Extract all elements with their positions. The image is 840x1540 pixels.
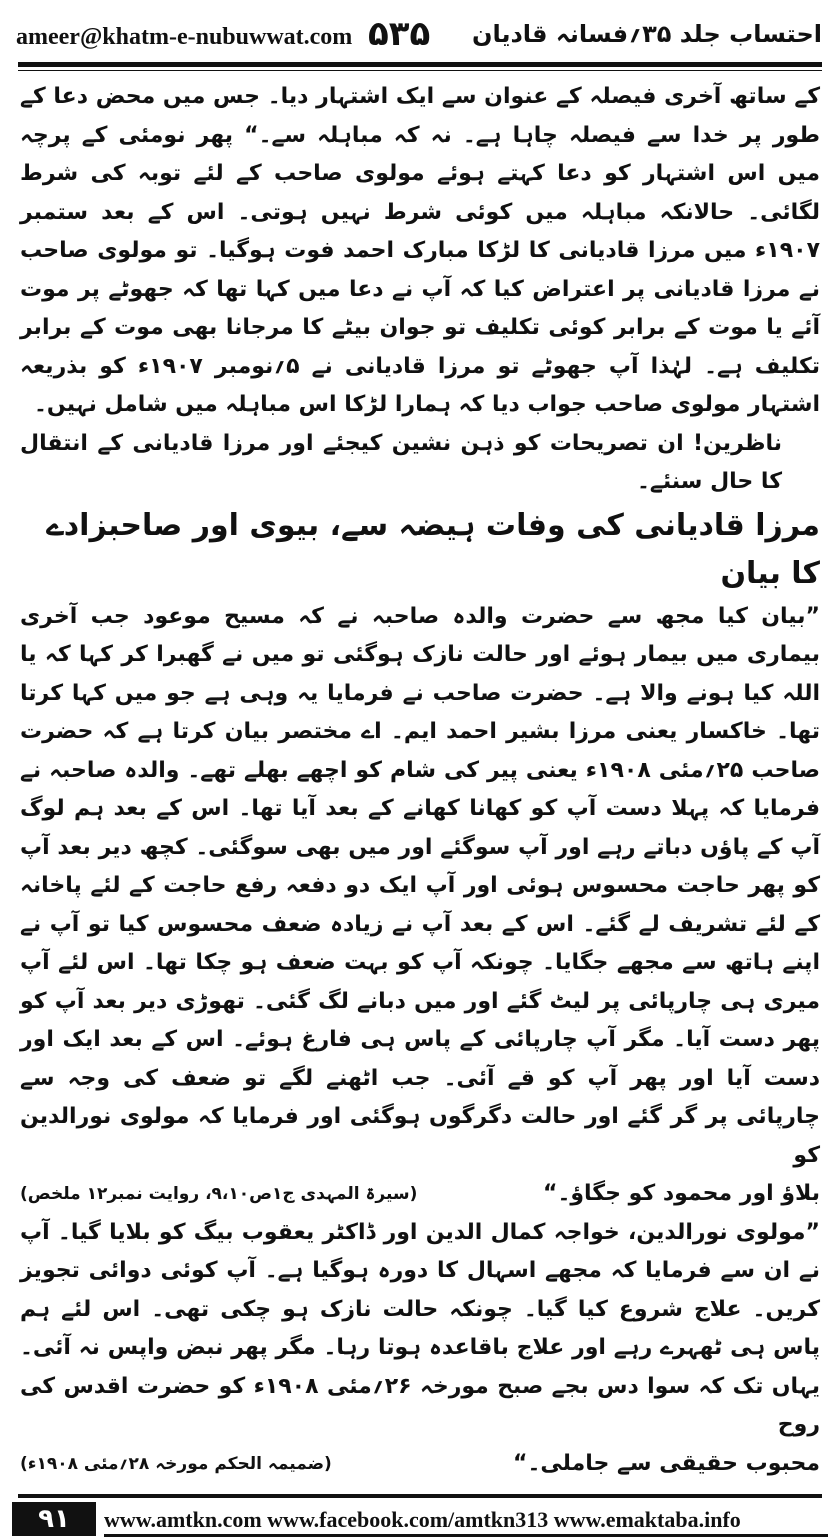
header-page-number: ۵۳۵: [368, 14, 431, 54]
page-footer: [0, 1494, 840, 1540]
paragraph-2: ناظرین! ان تصریحات کو ذہن نشین کیجئے اور مرزا قادیانی کے انتقال کا حال سنئے۔: [20, 430, 782, 494]
quote-2-end: محبوب حقیقی سے جاملی۔“: [513, 1450, 820, 1476]
footer-links: www.amtkn.com www.facebook.com/amtkn313 www.emaktaba.info: [104, 1506, 828, 1537]
header-rule-thin: [18, 70, 822, 71]
header-rule-thick: [18, 62, 822, 67]
quote-2: ”مولوی نورالدین، خواجہ کمال الدین اور ڈاکٹر یعقوب بیگ کو بلایا گیا۔ آپ نے ان سے فرمایا کہ مجھے اسہال کا دورہ ہوگیا ہے۔ آپ کوئی دوائی تجویز کریں۔ علاج شروع کیا گیا۔ چونکہ حالت نازک ہو چکی تھی۔ اس لئے ہم پاس ہی ٹھہرے رہے اور علاج باقاعدہ ہوتا رہا۔ مگر پھر نبض واپس نہ آئی۔ یہاں تک کہ سوا دس بجے صبح مورخہ ۲۶؍مئی ۱۹۰۸ء کو حضرت اقدس کی روح: [20, 1219, 820, 1437]
section-heading: مرزا قادیانی کی وفات ہیضہ سے، بیوی اور صاحبزادے کا بیان: [46, 507, 820, 591]
citation-2: (ضمیمہ الحکم مورخہ ۲۸؍مئی ۱۹۰۸ء): [20, 1453, 332, 1474]
footer-page-number: ۹۱: [12, 1502, 96, 1536]
footer-rule: [18, 1494, 822, 1498]
quote-2-end-line: [20, 1445, 820, 1484]
page-header: [0, 0, 840, 72]
header-book-title: احتساب جلد ۳۵؍فسانہ قادیان: [471, 20, 822, 48]
paragraph-1: کے ساتھ آخری فیصلہ کے عنوان سے ایک اشتہار دیا۔ جس میں محض دعا کے طور پر خدا سے فیصلہ چاہا ہے۔ نہ کہ مباہلہ سے۔“ پھر نومئی کے پرچہ میں اس اشتہار کو دعا کہتے ہوئے مولوی صاحب کے لئے توبہ کی شرط لگائی۔ حالانکہ مباہلہ میں کوئی شرط نہیں ہوتی۔ اس کے بعد ستمبر ۱۹۰۷ء میں مرزا قادیانی کا لڑکا مبارک احمد فوت ہوگیا۔ تو مولوی صاحب نے مرزا قادیانی پر اعتراض کیا کہ آپ نے دعا میں کہا تھا کہ جھوٹے پر موت آئے یا موت کے برابر کوئی تکلیف تو جوان بیٹے کا مرجانا بھی موت کے برابر تکلیف ہے۔ لہٰذا آپ جھوٹے تو مرزا قادیانی نے ۵؍نومبر ۱۹۰۷ء کو بذریعہ اشتہار مولوی صاحب جواب دیا کہ ہمارا لڑکا اس مباہلہ میں شامل نہیں۔: [20, 84, 820, 417]
header-email: ameer@khatm-e-nubuwwat.com: [16, 24, 353, 50]
quote-1-end-line: [20, 1175, 820, 1214]
quote-1-end: بلاؤ اور محمود کو جگاؤ۔“: [543, 1181, 820, 1206]
citation-1: (سیرۃ المہدی ج۱ص۹،۱۰، روایت نمبر۱۲ ملخص): [20, 1184, 418, 1204]
quote-1: ”بیان کیا مجھ سے حضرت والدہ صاحبہ نے کہ مسیح موعود جب آخری بیماری میں بیمار ہوئے اور حالت نازک ہوگئی تو میں نے گھبرا کر کہا کہ یا اللہ کیا ہونے والا ہے۔ حضرت صاحب نے فرمایا یہ وہی ہے جو میں کہا کرتا تھا۔ خاکسار یعنی مرزا بشیر احمد ایم۔ اے مختصر بیان کرتا ہے کہ حضرت صاحب ۲۵؍مئی ۱۹۰۸ء یعنی پیر کی شام کو اچھے بھلے تھے۔ والدہ صاحبہ نے فرمایا کہ پہلا دست آپ کو کھانا کھانے کے بعد آیا تھا۔ اس کے بعد ہم لوگ آپ کے پاؤں دباتے رہے اور آپ سوگئے اور میں بھی سوگئی۔ کچھ دیر بعد آپ کو پھر حاجت محسوس ہوئی اور آپ ایک دو دفعہ رفع حاجت کے لئے پاخانہ کے لئے تشریف لے گئے۔ اس کے بعد آپ نے زیادہ ضعف محسوس کیا تو آپ نے اپنے ہاتھ سے مجھے جگایا۔ چونکہ آپ کو بہت ضعف ہو چکا تھا۔ اس لئے آپ میری ہی چارپائی پر لیٹ گئے اور میں دبانے لگ گئی۔ تھوڑی دیر بعد آپ کو پھر دست آیا۔ مگر آپ چارپائی کے پاس ہی فارغ ہوئے۔ اس کے بعد ایک اور دست آیا اور پھر آپ کو قے آئی۔ جب اٹھنے لگے تو ضعف کی وجہ سے چارپائی پر گر گئے اور حالت دگرگوں ہوگئی اور فرمایا کہ مولوی نورالدین کو: [20, 603, 820, 1168]
page-body: [20, 78, 820, 1476]
